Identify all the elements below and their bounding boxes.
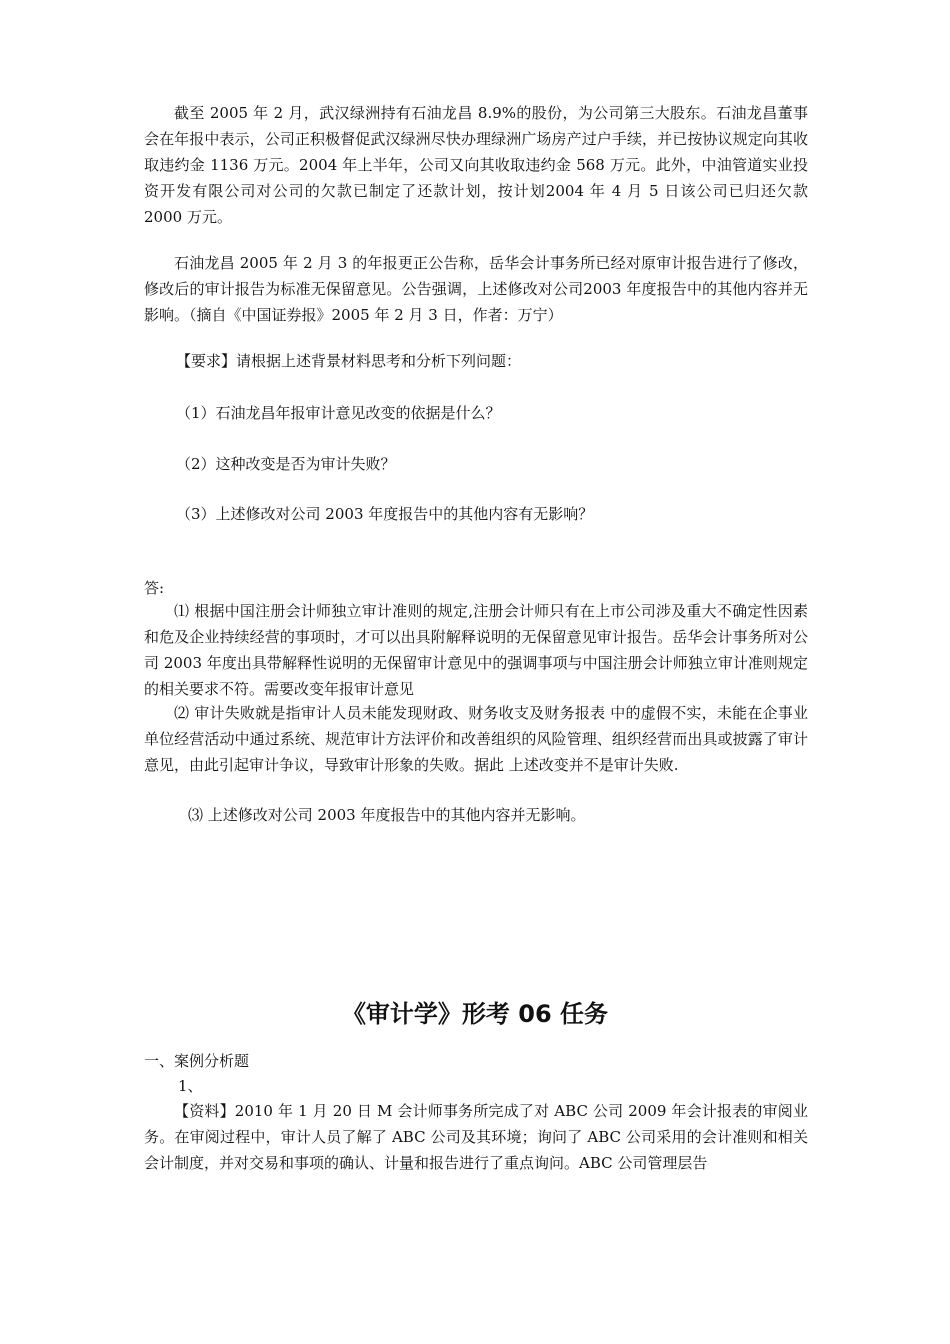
answer-2: ⑵ 审计失败就是指审计人员未能发现财政、财务收支及财务报表 中的虚假不实，未能在企事业单位经营活动中通过系统、规范审计方法评价和改善组织的风险管理、组织经营而出具或披露了审计意见，由此引起审计争议，导致审计形象的失败。据此 上述改变并不是审计失败. xyxy=(144,704,808,774)
question-2: （2）这种改变是否为审计失败？ xyxy=(176,455,396,473)
answer-label: 答: xyxy=(144,579,165,597)
paragraph-materials: 【资料】2010 年 1 月 20 日 M 会计师事务所完成了对 ABC 公司 2009 年会计报表的审阅业务。在审阅过程中，审计人员了解了 ABC 公司及其环境；询问了 ABC 公司采用的会计准则和相关会计制度，并对交易和事项的确认、计量和报告进行了重点询问。ABC 公司管理层告 xyxy=(144,1102,808,1172)
section-title: 《审计学》形考 06 任务 xyxy=(341,1000,609,1028)
answer-1: ⑴ 根据中国注册会计师独立审计准则的规定,注册会计师只有在上市公司涉及重大不确定性因素和危及企业持续经营的事项时，才可以出具附解释说明的无保留意见审计报告。岳华会计事务所对公司 2003 年度出具带解释性说明的无保留审计意见中的强调事项与中国注册会计师独立审计准则规定的相关要求不符。需要改变年报审计意见 xyxy=(144,602,808,698)
question-1: （1）石油龙昌年报审计意见改变的依据是什么？ xyxy=(176,404,501,422)
question-3: （3）上述修改对公司 2003 年度报告中的其他内容有无影响？ xyxy=(176,505,594,523)
paragraph-shareholder: 截至 2005 年 2 月，武汉绿洲持有石油龙昌 8.9%的股份，为公司第三大股东。石油龙昌董事会在年报中表示，公司正积极督促武汉绿洲尽快办理绿洲广场房产过户手续，并已按协议规定向其收取违约金 1136 万元。2004 年上半年，公司又向其收取违约金 568 万元。此外，中油管道实业投资开发有限公司对公司的欠款已制定了还款计划，按计划2004 年 4 月 5 日该公司已归还欠款 2000 万元。 xyxy=(144,104,808,226)
answer-3: ⑶ 上述修改对公司 2003 年度报告中的其他内容并无影响。 xyxy=(188,806,586,824)
paragraph-correction-notice: 石油龙昌 2005 年 2 月 3 的年报更正公告称，岳华会计事务所已经对原审计报告进行了修改，修改后的审计报告为标准无保留意见。公告强调，上述修改对公司2003 年度报告中的其他内容并无影响。（摘自《中国证券报》2005 年 2 月 3 日，作者：万宁） xyxy=(144,254,808,324)
requirement-line: 【要求】请根据上述背景材料思考和分析下列问题： xyxy=(176,352,522,370)
item-number: 1、 xyxy=(178,1077,203,1095)
section-heading: 一、案例分析题 xyxy=(144,1052,250,1070)
